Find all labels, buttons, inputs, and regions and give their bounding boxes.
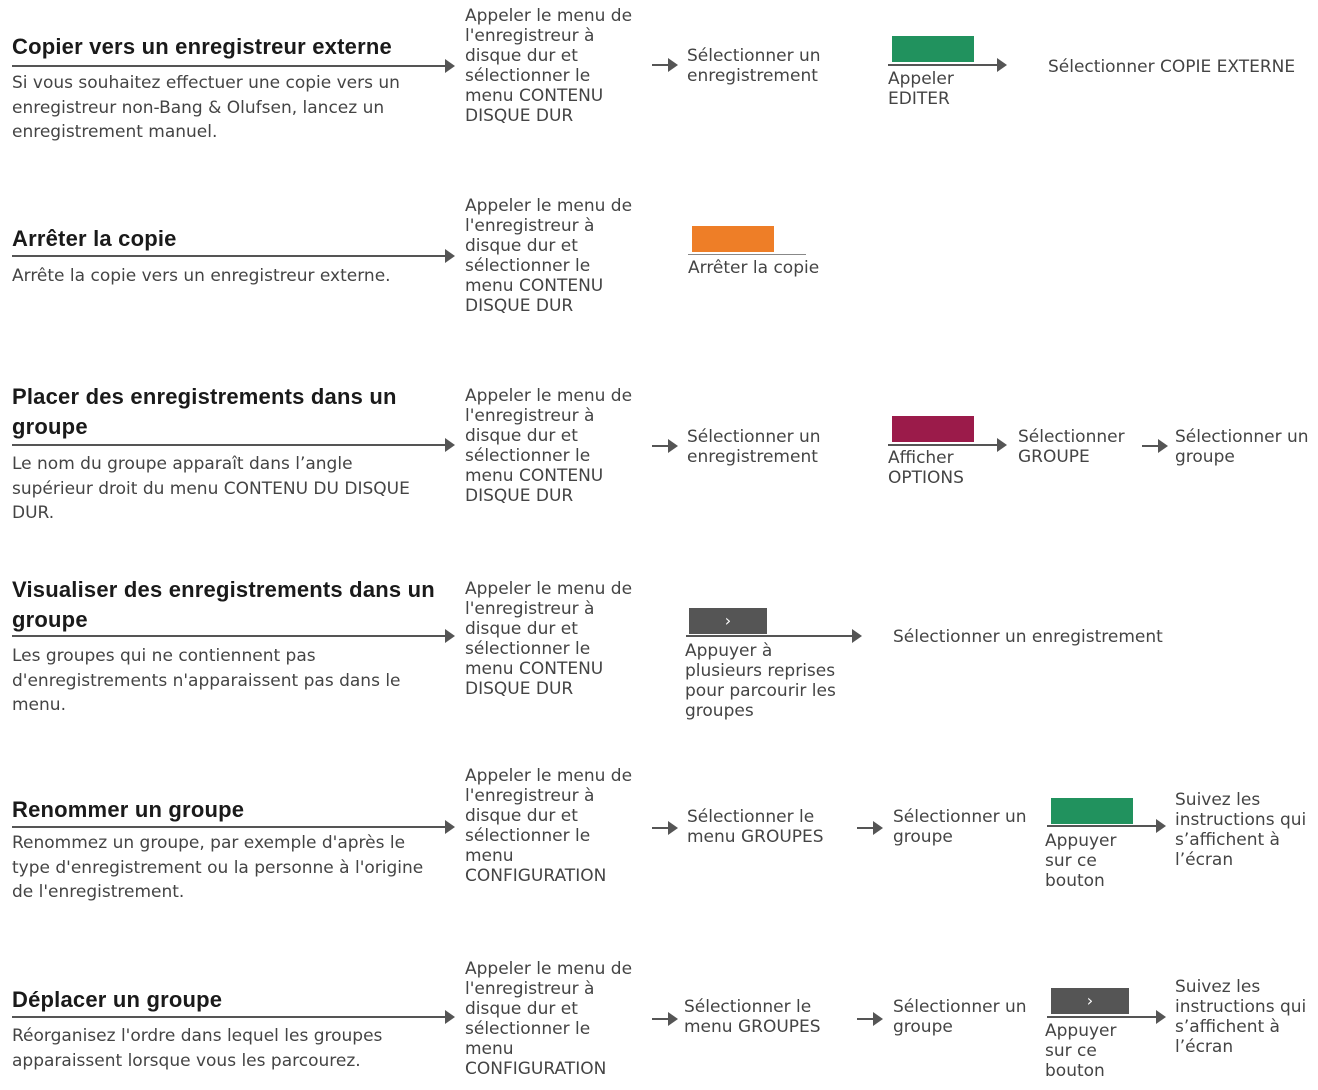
arrow-right-icon — [1156, 1010, 1166, 1024]
step-open-hdd-menu: Appeler le menu de l'enregistreur à disque dur et sélectionner le menu CONTENU DISQUE DUR — [465, 579, 633, 699]
title-underline — [12, 1016, 445, 1018]
step-select-groupes-menu: Sélectionner le menu GROUPES — [684, 997, 821, 1037]
step-follow-instructions: Suivez les instructions qui s’affichent à l’écran — [1175, 790, 1307, 870]
section-title: Renommer un groupe — [12, 797, 245, 822]
next-button[interactable]: › — [1051, 988, 1129, 1014]
section-title: Copier vers un enregistreur externe — [12, 34, 392, 59]
step-select-a-group: Sélectionner un groupe — [1175, 427, 1309, 467]
button-underline — [1047, 1016, 1157, 1018]
button-caption: Appuyer sur ce bouton — [1045, 831, 1117, 891]
step-open-hdd-menu: Appeler le menu de l'enregistreur à disque dur et sélectionner le menu CONTENU DISQUE DUR — [465, 196, 633, 316]
section-title: Visualiser des enregistrements dans un groupe — [12, 577, 435, 632]
step-select-groupes-menu: Sélectionner le menu GROUPES — [687, 807, 824, 847]
arrow-right-icon — [652, 1012, 678, 1026]
step-select-recording: Sélectionner un enregistrement — [893, 627, 1163, 647]
button-caption: Appuyer sur ce bouton — [1045, 1021, 1117, 1081]
section-title: Placer des enregistrements dans un groupe — [12, 384, 397, 439]
step-select-copie-externe: Sélectionner COPIE EXTERNE — [1048, 57, 1296, 77]
section-description: Arrête la copie vers un enregistreur externe. — [12, 266, 391, 286]
step-open-hdd-menu: Appeler le menu de l'enregistreur à disque dur et sélectionner le menu CONTENU DISQUE DUR — [465, 6, 633, 126]
arrow-right-icon — [445, 1010, 455, 1024]
step-select-a-group: Sélectionner un groupe — [893, 807, 1027, 847]
button-caption: Appuyer à plusieurs reprises pour parcourir les groupes — [685, 641, 836, 721]
step-select-a-group: Sélectionner un groupe — [893, 997, 1027, 1037]
section-description: Si vous souhaitez effectuer une copie vers un enregistreur non-Bang & Olufsen, lancez un enregistrement manuel. — [12, 73, 400, 142]
button-caption: Afficher OPTIONS — [888, 448, 964, 488]
step-follow-instructions: Suivez les instructions qui s’affichent à l’écran — [1175, 977, 1307, 1057]
arrow-right-icon — [857, 1012, 883, 1026]
step-open-hdd-menu: Appeler le menu de l'enregistreur à disque dur et sélectionner le menu CONTENU DISQUE DUR — [465, 386, 633, 506]
section-title: Arrêter la copie — [12, 226, 177, 251]
section-description: Renommez un groupe, par exemple d'après le type d'enregistrement ou la personne à l'origine de l'enregistrement. — [12, 833, 424, 902]
step-open-config-menu: Appeler le menu de l'enregistreur à disque dur et sélectionner le menu CONFIGURATION — [465, 766, 633, 886]
section-description: Réorganisez l'ordre dans lequel les groupes apparaissent lorsque vous les parcourez. — [12, 1026, 383, 1071]
button-caption: Arrêter la copie — [688, 258, 820, 278]
section-description: Le nom du groupe apparaît dans l’angle supérieur droit du menu CONTENU DU DISQUE DUR. — [12, 454, 410, 523]
step-select-groupe: Sélectionner GROUPE — [1018, 427, 1125, 467]
button-caption: Appeler EDITER — [888, 69, 954, 109]
step-select-recording: Sélectionner un enregistrement — [687, 46, 821, 86]
step-open-config-menu: Appeler le menu de l'enregistreur à disque dur et sélectionner le menu CONFIGURATION — [465, 959, 633, 1079]
next-group-button[interactable]: › — [689, 608, 767, 634]
step-select-recording: Sélectionner un enregistrement — [687, 427, 821, 467]
section-description: Les groupes qui ne contiennent pas d'enregistrements n'apparaissent pas dans le menu. — [12, 646, 401, 715]
section-title: Déplacer un groupe — [12, 987, 223, 1012]
